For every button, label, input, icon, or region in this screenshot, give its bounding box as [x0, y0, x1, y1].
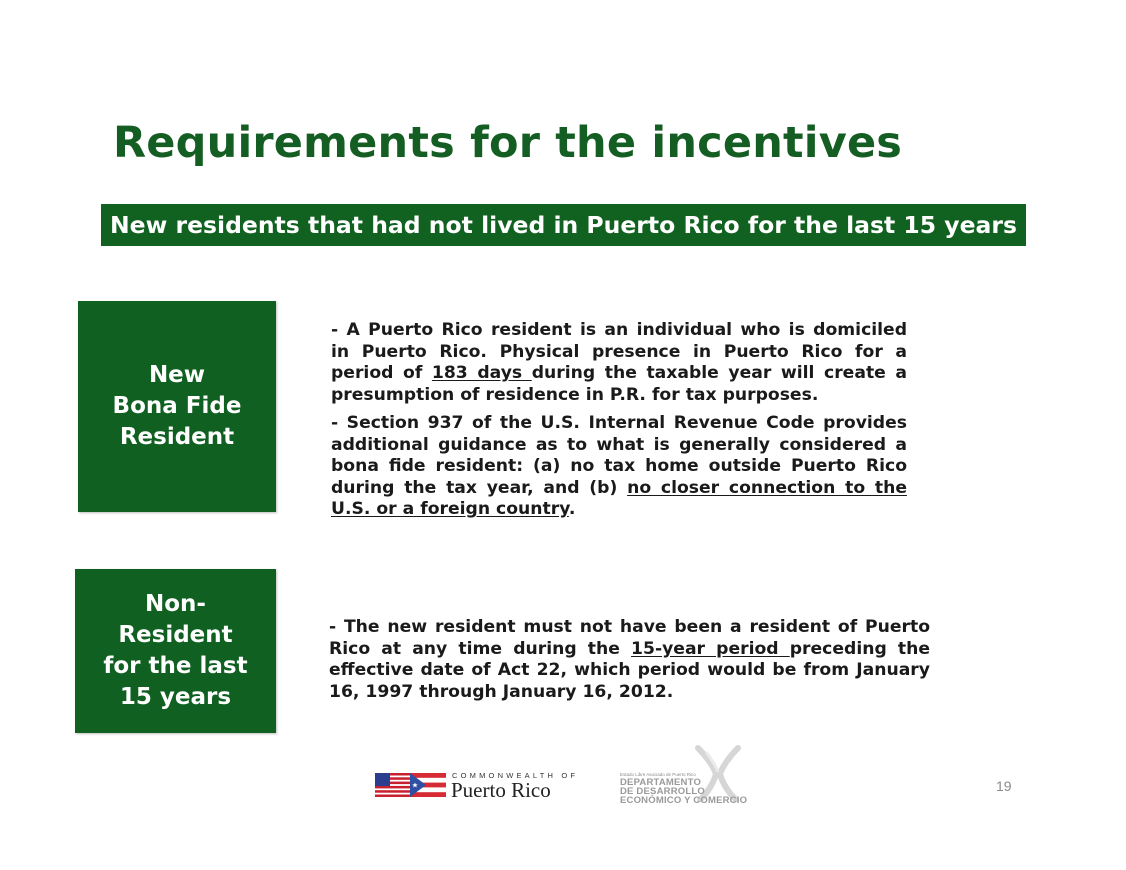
slide-title: Requirements for the incentives — [113, 118, 903, 168]
paragraph — [331, 413, 907, 521]
page-number: 19 — [996, 778, 1012, 794]
us-flag-icon — [375, 773, 411, 797]
puerto-rico-logo — [375, 770, 579, 802]
label-box-non-resident — [75, 569, 276, 733]
text-run: - A Puerto Rico resident is an individual who is domiciled in Puerto Rico. Physical presence in Puerto Rico for a period of — [331, 320, 907, 383]
label-line: New — [148, 362, 206, 388]
text-run: . — [568, 499, 576, 519]
commonwealth-text: COMMONWEALTH OF — [452, 771, 579, 780]
label-line: for the last — [103, 653, 248, 679]
bona-fide-description — [331, 320, 907, 521]
puerto-rico-text: Puerto Rico — [451, 778, 551, 802]
label-line: Non- — [145, 591, 206, 617]
label-line: Resident — [119, 424, 235, 450]
label-line: 15 years — [119, 684, 232, 710]
ddec-logo — [620, 744, 760, 806]
ddec-small-text: Estado Libre Asociado de Puerto Rico — [620, 772, 696, 777]
puerto-rico-flag-icon — [410, 773, 446, 797]
ddec-line: DE DESARROLLO — [620, 786, 705, 797]
label-box-bona-fide-resident — [78, 301, 276, 512]
label-line: Bona Fide — [112, 393, 242, 419]
ddec-line: DEPARTAMENTO — [620, 777, 702, 788]
text-run: - The new resident must not have been a resident of Puerto Rico at any time during the — [329, 617, 930, 659]
underlined-text: 15-year period — [631, 638, 790, 659]
paragraph — [329, 617, 930, 703]
underlined-text: no closer connection to the U.S. or a foreign country — [331, 477, 907, 519]
ddec-line: ECONÓMICO Y COMERCIO — [620, 795, 748, 806]
label-line: Resident — [118, 622, 233, 648]
underlined-text: 183 days — [431, 363, 532, 383]
text-run: - Section 937 of the U.S. Internal Revenue Code provides additional guidance as to what is generally considered a bona fide resident: (a) no tax home outside Puerto Rico during the tax year, and (b) — [331, 413, 907, 498]
text-run: preceding the effective date of Act 22, which period would be from January 16, 1997 through January 16, 2012. — [329, 638, 930, 702]
paragraph — [331, 320, 907, 406]
text-run: during the taxable year will create a presumption of residence in P.R. for tax purposes. — [331, 363, 907, 405]
section-banner: New residents that had not lived in Puerto Rico for the last 15 years — [101, 204, 1026, 246]
non-resident-description — [329, 617, 930, 703]
